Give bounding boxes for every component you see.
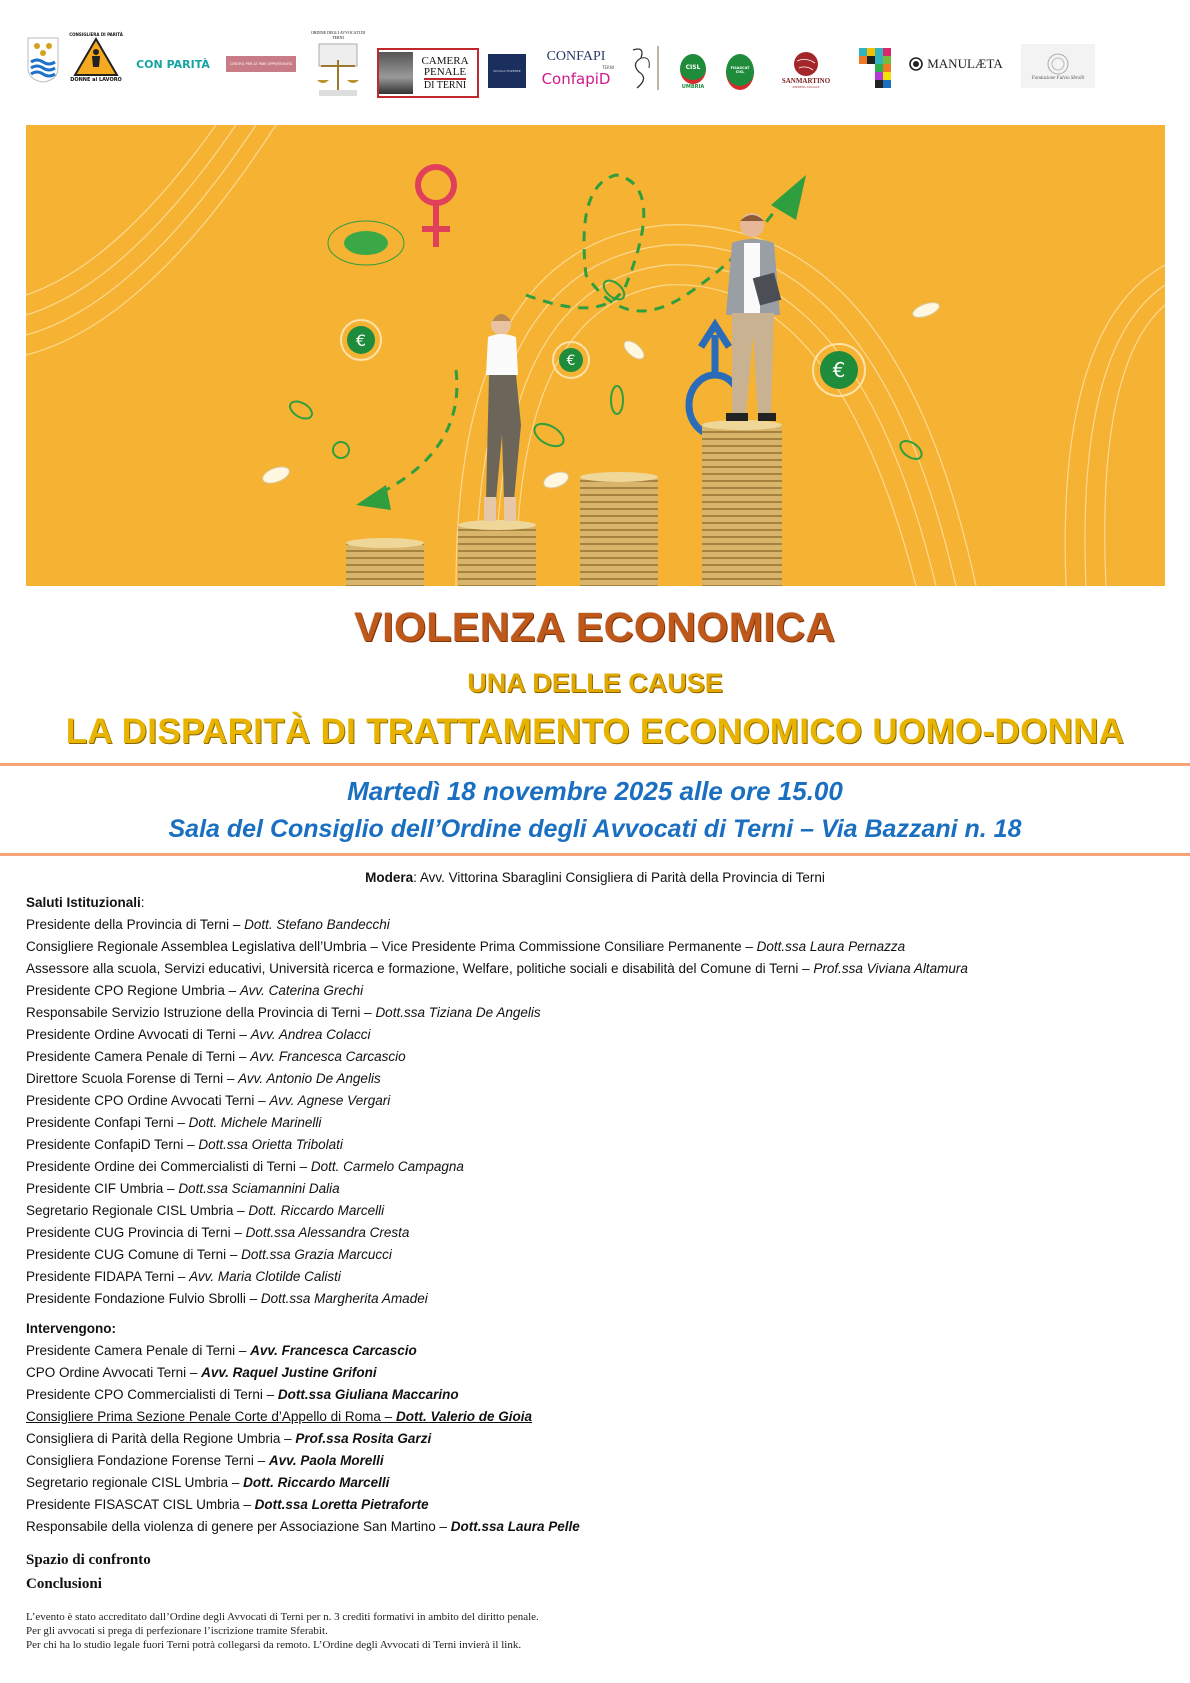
event-location: Sala del Consiglio dell’Ordine degli Avvocati di Terni – Via Bazzani n. 18 [168,815,1022,843]
list-item: Consigliera Fondazione Forense Terni – Avv. Paola Morelli [26,1453,384,1468]
list-item: Presidente CUG Comune di Terni – Dott.ssa Grazia Marcucci [26,1247,392,1262]
list-item: Responsabile della violenza di genere per Associazione San Martino – Dott.ssa Laura Pelle [26,1519,580,1534]
logo-camera-penale: CAMERA PENALE DI TERNI [377,48,479,98]
list-item: Presidente Ordine dei Commercialisti di Terni – Dott. Carmelo Campagna [26,1159,464,1174]
businessman-figure [726,213,781,421]
seal-icon [1046,52,1070,76]
list-item: Direttore Scuola Forense di Terni – Avv. Antonio De Angelis [26,1071,381,1086]
logo-comune-terni [625,44,661,92]
waterfall-image [379,52,413,94]
list-item: Responsabile Servizio Istruzione della Provincia di Terni – Dott.ssa Tiziana De Angelis [26,1005,541,1020]
moderator-text: : Avv. Vittorina Sbaraglini Consigliera di Parità della Provincia di Terni [413,870,825,885]
divider-top [0,763,1190,766]
accreditation-notes [26,1610,1166,1652]
arrow-down-head-icon [356,485,391,510]
svg-text:€: € [832,358,846,382]
logo-centro-pari-opportunita: CENTRO PER LE PARI OPPORTUNITÀ [226,56,296,72]
list-item: Consigliere Prima Sezione Penale Corte d’Appello di Roma – Dott. Valerio de Gioia [26,1409,532,1424]
list-item: Segretario Regionale CISL Umbria – Dott. Riccardo Marcelli [26,1203,385,1218]
list-item: CPO Ordine Avvocati Terni – Avv. Raquel Justine Grifoni [26,1365,377,1380]
logo-san-martino: SANMARTINO IMPRESA SOCIALE [776,48,836,92]
globe-icon [793,51,819,77]
list-item: Segretario regionale CISL Umbria – Dott. Riccardo Marcelli [26,1475,390,1490]
sponsor-logo-strip [0,30,1190,110]
logo-ordine-avvocati: ORDINE DEGLI AVVOCATI DI TERNI [310,26,366,102]
logo-consigliera-parita: CONSIGLIERA DI PARITÀ DONNE al LAVORO [69,31,123,83]
list-item: Presidente Confapi Terni – Dott. Michele Marinelli [26,1115,322,1130]
conclusioni: Conclusioni [26,1576,102,1592]
female-symbol-icon [418,167,454,247]
list-item: Presidente FIDAPA Terni – Avv. Maria Clotilde Calisti [26,1269,341,1284]
main-title: VIOLENZA ECONOMICA [354,604,836,650]
program [26,892,1166,1652]
cug-grid-icon [857,46,893,92]
saluti-list [26,914,1166,1310]
list-item: Presidente Ordine Avvocati di Terni – Avv. Andrea Colacci [26,1027,371,1042]
note-line: Per gli avvocati si prega di perfezionare l’iscrizione tramite Sferabit. [26,1625,328,1637]
logo-confapi: CONFAPI TERNI ConfapiD [541,48,614,88]
note-line: L’evento è stato accreditato dall’Ordine degli Avvocati di Terni per n. 3 crediti formativi in ambito del diritto penale. [26,1611,539,1623]
logo-scuola-forense: SCUOLA FORENSE [488,54,526,88]
list-item: Presidente CPO Regione Umbria – Avv. Caterina Grechi [26,983,364,998]
moderator-line [0,870,1190,885]
list-item: Consigliere Regionale Assemblea Legislativa dell’Umbria – Vice Presidente Prima Commissione Consiliare Permanente – Dott.ssa Laura Pernazza [26,939,906,954]
list-item: Presidente della Provincia di Terni – Dott. Stefano Bandecchi [26,917,390,932]
cloud-icon [328,221,404,265]
dragon-icon [625,44,661,92]
list-item: Presidente CPO Ordine Avvocati Terni – Avv. Agnese Vergari [26,1093,391,1108]
list-item: Presidente CUG Provincia di Terni – Dott.ssa Alessandra Cresta [26,1225,410,1240]
logo-cisl-umbria: CISL UMBRIA [676,52,710,92]
interventi-list [26,1340,1166,1538]
logo-cug [857,46,893,92]
note-line: Per chi ha lo studio legale fuori Terni potrà collegarsi da remoto. L’Ordine degli Avvocati di Terni invierà il link. [26,1639,522,1651]
svg-text:€: € [566,353,576,369]
euro-coin-icon [813,344,865,396]
divider-bottom [0,853,1190,856]
hero-illustration [26,125,1165,586]
list-item: Presidente ConfapiD Terni – Dott.ssa Orietta Tribolati [26,1137,343,1152]
target-circle-icon [909,57,923,71]
moderator-label: Modera [365,870,414,885]
svg-text:€: € [355,331,367,350]
crest-icon [26,36,60,84]
warning-sign-icon [73,37,119,77]
list-item: Presidente CPO Commercialisti di Terni – Dott.ssa Giuliana Maccarino [26,1387,459,1402]
logo-fisascat-cisl: FISASCAT CISL [724,52,756,92]
disparity-title: LA DISPARITÀ DI TRATTAMENTO ECONOMICO UOMO-DONNA [65,712,1125,751]
spazio-di-confronto: Spazio di confronto [26,1552,151,1568]
logo-provincia-terni [26,36,60,84]
coin-stack [580,472,658,586]
saluti-heading: Saluti Istituzionali: [26,895,145,910]
logo-fondazione-sbrolli: Fondazione Fulvio Sbrolli [1021,44,1095,88]
list-item: Presidente FISASCAT CISL Umbria – Dott.ssa Loretta Pietraforte [26,1497,429,1512]
euro-coin-icon [341,320,381,360]
interventi-heading: Intervengono: [26,1321,116,1336]
coin-stack [346,538,424,586]
subtitle: UNA DELLE CAUSE [467,668,723,698]
event-date: Martedì 18 novembre 2025 alle ore 15.00 [347,776,843,806]
arrow-up-head-icon [771,175,806,220]
list-item: Presidente CIF Umbria – Dott.ssa Sciamannini Dalia [26,1181,340,1196]
coin-stack [702,420,782,586]
list-item: Assessore alla scuola, Servizi educativi, Università ricerca e formazione, Welfare, politiche sociali e disabilità del Comune di Terni – Prof.ssa Viviana Altamura [26,961,968,976]
scales-of-justice-icon [313,40,363,98]
list-item: Presidente Camera Penale di Terni – Avv. Francesca Carcascio [26,1343,417,1358]
coin-stack [458,520,536,586]
businesswoman-figure [484,314,521,521]
logo-manulaeta: MANULÆTA [906,56,1006,72]
list-item: Consigliera di Parità della Regione Umbria – Prof.ssa Rosita Garzi [26,1431,432,1446]
list-item: Presidente Fondazione Fulvio Sbrolli – Dott.ssa Margherita Amadei [26,1291,428,1306]
list-item: Presidente Camera Penale di Terni – Avv. Francesca Carcascio [26,1049,406,1064]
logo-con-parita: CON PARITÀ [136,57,210,71]
